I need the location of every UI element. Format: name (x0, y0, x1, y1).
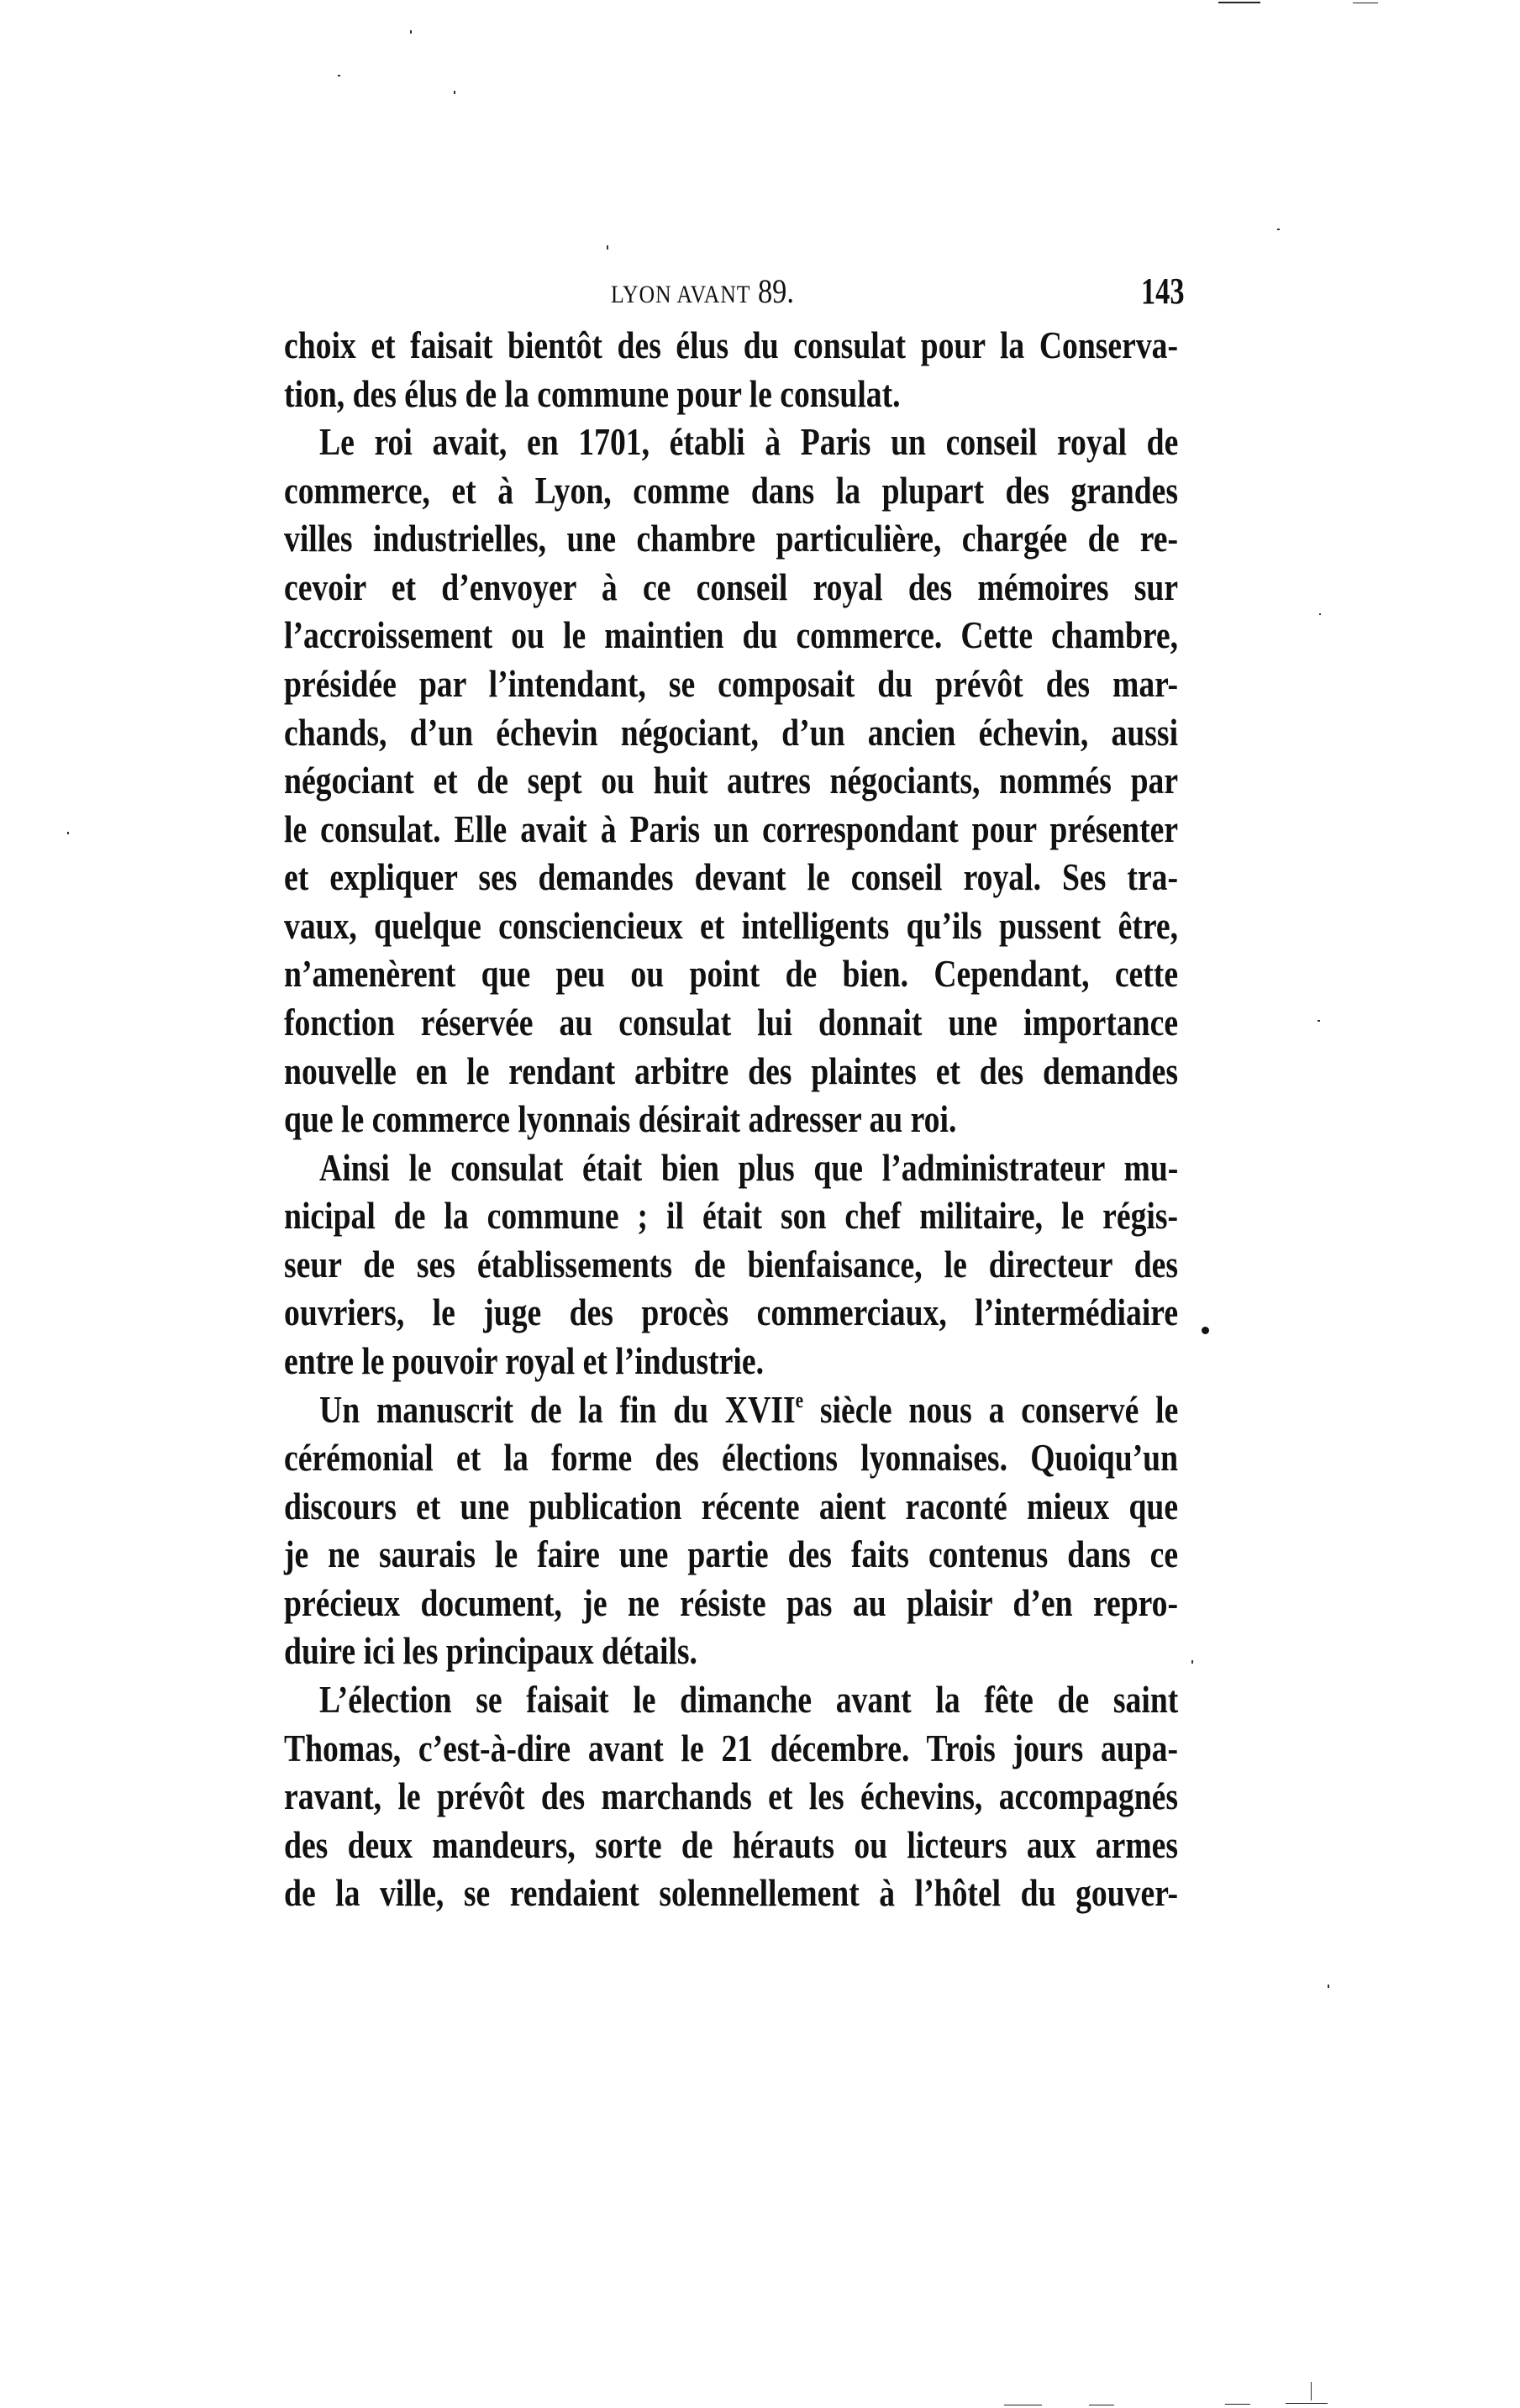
text-line: n’amenèrent que peu ou point de bien. Cependant, cette (284, 952, 1179, 995)
running-head-title-number: 89. (757, 272, 794, 310)
scan-speck (1318, 1020, 1320, 1022)
text-line: ravant, le prévôt des marchands et les échevins, accompagnés (284, 1774, 1179, 1817)
text-line: chands, d’un échevin négociant, d’un ancien échevin, aussi (284, 711, 1179, 754)
text-line: seur de ses établissements de bienfaisance, le directeur des (284, 1243, 1179, 1285)
text-line: fonction réservée au consulat lui donnait une importance (284, 1001, 1179, 1044)
text-line: entre le pouvoir royal et l’industrie. (284, 1339, 765, 1382)
text-line: des deux mandeurs, sorte de hérauts ou licteurs aux armes (284, 1823, 1179, 1866)
text-line: nouvelle en le rendant arbitre des plaintes et des demandes (284, 1049, 1179, 1092)
text-line: précieux document, je ne résiste pas au plaisir d’en repro- (284, 1581, 1179, 1624)
scan-edge-line (1225, 2404, 1250, 2405)
paragraph-first-line: Ainsi le consulat était bien plus que l’administrateur mu- (319, 1146, 1179, 1189)
scan-edge-line (1286, 2403, 1328, 2404)
text-line: l’accroissement ou le maintien du commerce. Cette chambre, (284, 613, 1179, 656)
scan-speck (607, 245, 608, 250)
scan-speck (454, 91, 455, 94)
text-line: discours et une publication récente aient raconté mieux que (284, 1485, 1179, 1527)
text-line: de la ville, se rendaient solennellement à l’hôtel du gouver- (284, 1871, 1179, 1914)
text-segment: Un manuscrit de la fin du XVII (319, 1388, 796, 1431)
text-line: tion, des élus de la commune pour le consulat. (284, 372, 901, 415)
paragraph-first-line (319, 1386, 1178, 1433)
paragraph-first-line: L’élection se faisait le dimanche avant la fête de saint (319, 1678, 1179, 1721)
text-line: commerce, et à Lyon, comme dans la plupart des grandes (284, 469, 1179, 512)
text-line: le consulat. Elle avait à Paris un correspondant pour présenter (284, 807, 1179, 850)
text-line: je ne saurais le faire une partie des faits contenus dans ce (284, 1533, 1179, 1575)
text-line: villes industrielles, une chambre particulière, chargée de re- (284, 517, 1179, 560)
scan-speck (67, 832, 69, 834)
scan-speck (1191, 1660, 1193, 1664)
page-number: 143 (1141, 271, 1185, 312)
text-line: et expliquer ses demandes devant le conseil royal. Ses tra- (284, 855, 1179, 898)
running-head (0, 271, 1520, 313)
scan-speck (1328, 1985, 1329, 1988)
superscript: e (795, 1388, 804, 1412)
text-line: vaux, quelque consciencieux et intelligents qu’ils pussent être, (284, 904, 1179, 947)
text-line: présidée par l’intendant, se composait du prévôt des mar- (284, 662, 1179, 705)
scan-speck (410, 30, 412, 34)
running-head-title-text: LYON AVANT (611, 281, 751, 308)
margin-ink-dot (1202, 1327, 1209, 1334)
scan-speck (1311, 2382, 1312, 2400)
text-segment: siècle nous a conservé le (803, 1388, 1179, 1431)
text-line: cevoir et d’envoyer à ce conseil royal des mémoires sur (284, 565, 1179, 608)
text-line: négociant et de sept ou huit autres négociants, nommés par (284, 759, 1179, 802)
text-line: nicipal de la commune ; il était son chef militaire, le régis- (284, 1194, 1179, 1237)
running-head-title (611, 271, 794, 316)
text-line: ouvriers, le juge des procès commerciaux, l’intermédiaire (284, 1291, 1179, 1333)
text-line: choix et faisait bientôt des élus du consulat pour la Conserva- (284, 323, 1179, 366)
scan-speck (1277, 229, 1280, 230)
text-line: Thomas, c’est-à-dire avant le 21 décembre. Trois jours aupa- (284, 1727, 1179, 1769)
text-line: duire ici les principaux détails. (284, 1629, 697, 1672)
scan-speck (1319, 613, 1321, 615)
text-line: que le commerce lyonnais désirait adresser au roi. (284, 1097, 957, 1140)
scan-edge-line (1218, 2, 1260, 3)
scan-speck (338, 75, 340, 76)
paragraph-first-line: Le roi avait, en 1701, établi à Paris un conseil royal de (319, 420, 1179, 463)
text-line: cérémonial et la forme des élections lyonnaises. Quoiqu’un (284, 1436, 1179, 1479)
